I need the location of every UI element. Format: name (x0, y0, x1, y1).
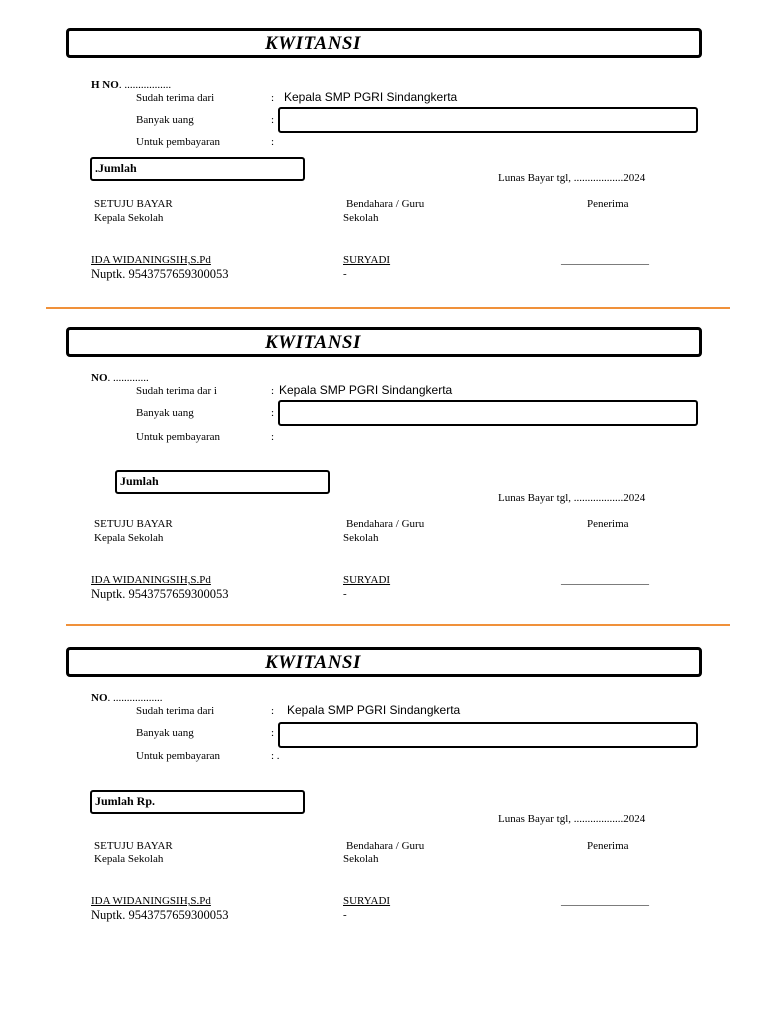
received-from-label: Sudah terima dar i (136, 385, 217, 397)
number-value: . ................. (118, 79, 172, 91)
received-from-colon: : (271, 92, 275, 104)
received-from-value: Kepala SMP PGRI Sindangkerta (284, 90, 458, 104)
total-box[interactable] (115, 470, 330, 494)
number-label: NO (91, 372, 108, 384)
purpose-colon: : (271, 136, 275, 148)
receiver-label: Penerima (587, 840, 629, 852)
treasurer-title-2: Sekolah (343, 853, 379, 865)
amount-field[interactable] (278, 400, 698, 426)
receipt-title: KWITANSI (265, 652, 361, 673)
approve-label: SETUJU BAYAR (94, 518, 173, 530)
principal-name: IDA WIDANINGSIH,S.Pd (91, 574, 211, 586)
total-box[interactable] (90, 157, 305, 181)
amount-label: Banyak uang (136, 114, 194, 126)
total-label: Jumlah (120, 474, 159, 488)
receipt-number (91, 692, 163, 704)
purpose-label: Untuk pembayaran (136, 750, 220, 762)
receipt-title: KWITANSI (265, 33, 361, 54)
receiver-signature-line: ________________ (561, 895, 649, 907)
received-from-colon: : (271, 385, 275, 397)
total-label: .Jumlah (95, 161, 137, 175)
paid-date: Lunas Bayar tgl, ..................2024 (498, 172, 646, 184)
paid-date: Lunas Bayar tgl, ..................2024 (498, 813, 646, 825)
separator-line (66, 624, 730, 626)
principal-id: Nuptk. 9543757659300053 (91, 908, 229, 922)
title-box (66, 327, 702, 357)
treasurer-title: Bendahara / Guru (346, 840, 425, 852)
treasurer-name: SURYADI (343, 895, 391, 907)
amount-colon: : (271, 114, 275, 126)
receiver-signature-line: ________________ (561, 254, 649, 266)
treasurer-title-2: Sekolah (343, 212, 379, 224)
receipt-number (91, 79, 171, 91)
treasurer-id: - (343, 909, 347, 921)
purpose-label: Untuk pembayaran (136, 136, 220, 148)
received-from-colon: : (271, 705, 275, 717)
amount-label: Banyak uang (136, 727, 194, 739)
amount-colon: : (271, 727, 275, 739)
purpose-colon: : (271, 431, 275, 443)
receiver-signature-line: ________________ (561, 574, 649, 586)
treasurer-id: - (343, 268, 347, 280)
amount-label: Banyak uang (136, 407, 194, 419)
title-box (66, 647, 702, 677)
title-box (66, 28, 702, 58)
received-from-value: Kepala SMP PGRI Sindangkerta (287, 703, 461, 717)
purpose-label: Untuk pembayaran (136, 431, 220, 443)
separator-line (46, 307, 730, 309)
principal-id: Nuptk. 9543757659300053 (91, 267, 229, 281)
received-from-label: Sudah terima dari (136, 705, 215, 717)
treasurer-title-2: Sekolah (343, 532, 379, 544)
amount-field[interactable] (278, 107, 698, 133)
number-value: . ............. (107, 372, 149, 384)
receipt-number (91, 372, 149, 384)
amount-field[interactable] (278, 722, 698, 748)
principal-name: IDA WIDANINGSIH,S.Pd (91, 895, 211, 907)
treasurer-id: - (343, 588, 347, 600)
treasurer-title: Bendahara / Guru (346, 518, 425, 530)
receipt-title: KWITANSI (265, 332, 361, 353)
receiver-label: Penerima (587, 198, 629, 210)
total-box[interactable] (90, 790, 305, 814)
number-label: NO (91, 692, 108, 704)
principal-title: Kepala Sekolah (94, 212, 164, 224)
purpose-colon: : . (271, 750, 280, 762)
number-value: . .................. (107, 692, 163, 704)
approve-label: SETUJU BAYAR (94, 198, 173, 210)
total-label: Jumlah Rp. (95, 794, 156, 808)
approve-label: SETUJU BAYAR (94, 840, 173, 852)
amount-colon: : (271, 407, 275, 419)
received-from-label: Sudah terima dari (136, 92, 215, 104)
paid-date: Lunas Bayar tgl, ..................2024 (498, 492, 646, 504)
treasurer-name: SURYADI (343, 574, 391, 586)
principal-title: Kepala Sekolah (94, 532, 164, 544)
number-label: H NO (91, 79, 119, 91)
principal-name: IDA WIDANINGSIH,S.Pd (91, 254, 211, 266)
receiver-label: Penerima (587, 518, 629, 530)
treasurer-title: Bendahara / Guru (346, 198, 425, 210)
received-from-value: Kepala SMP PGRI Sindangkerta (279, 383, 453, 397)
principal-title: Kepala Sekolah (94, 853, 164, 865)
principal-id: Nuptk. 9543757659300053 (91, 587, 229, 601)
treasurer-name: SURYADI (343, 254, 391, 266)
